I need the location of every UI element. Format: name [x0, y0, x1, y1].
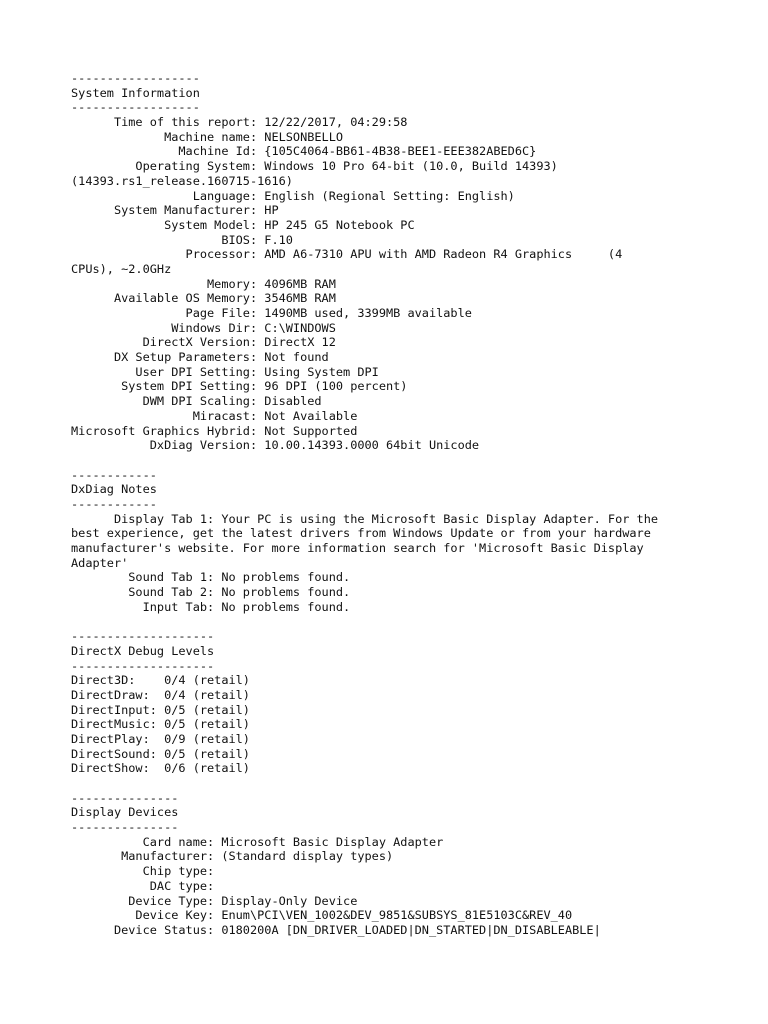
report-line: Language: English (Regional Setting: English) [71, 188, 515, 203]
report-line: DxDiag Version: 10.00.14393.0000 64bit Unicode [71, 438, 480, 453]
report-line: Processor: AMD A6-7310 APU with AMD Radeon R4 Graphics (4 [71, 247, 623, 262]
section-display-devices [71, 791, 761, 938]
report-line: Windows Dir: C:\WINDOWS [71, 320, 336, 335]
report-line: Microsoft Graphics Hybrid: Not Supported [71, 423, 358, 438]
blank-line [71, 776, 761, 791]
section-rule: ------------------ [71, 100, 200, 115]
report-line: System Model: HP 245 G5 Notebook PC [71, 217, 415, 232]
report-line: Card name: Microsoft Basic Display Adapter [71, 834, 444, 849]
report-line: manufacturer's website. For more information search for 'Microsoft Basic Display [71, 541, 644, 555]
report-line: Available OS Memory: 3546MB RAM [71, 291, 336, 306]
report-line: Memory: 4096MB RAM [71, 276, 336, 291]
report-line: Adapter' [71, 555, 129, 570]
report-line: DirectDraw: 0/4 (retail) [71, 687, 250, 702]
report-line: (14393.rs1_release.160715-1616) [71, 173, 293, 188]
report-line: DirectPlay: 0/9 (retail) [71, 731, 250, 746]
section-system-information [71, 71, 761, 453]
report-line: best experience, get the latest drivers from Windows Update or from your hardware [71, 526, 651, 541]
report-line: Time of this report: 12/22/2017, 04:29:58 [71, 115, 408, 130]
dxdiag-report [71, 71, 761, 938]
report-line: Direct3D: 0/4 (retail) [71, 673, 250, 688]
section-title: DirectX Debug Levels [71, 643, 215, 658]
section-directx-debug-levels [71, 629, 761, 776]
section-rule: --------------- [71, 820, 179, 835]
report-line: System DPI Setting: 96 DPI (100 percent) [71, 379, 408, 394]
report-line: Device Type: Display-Only Device [71, 893, 358, 908]
report-line: Device Status: 0180200A [DN_DRIVER_LOADED|DN_STARTED|DN_DISABLEABLE| [71, 922, 601, 937]
report-line: DAC type: [71, 878, 222, 893]
section-title: DxDiag Notes [71, 482, 157, 497]
report-line: User DPI Setting: Using System DPI [71, 364, 379, 379]
section-rule: ------------ [71, 496, 157, 511]
report-line: Machine Id: {105C4064-BB61-4B38-BEE1-EEE382ABED6C} [71, 144, 537, 159]
report-line: CPUs), ~2.0GHz [71, 261, 172, 276]
section-rule: ------------ [71, 467, 157, 482]
report-line: DirectInput: 0/5 (retail) [71, 702, 250, 717]
section-dxdiag-notes [71, 468, 761, 615]
report-line: Device Key: Enum\PCI\VEN_1002&DEV_9851&SUBSYS_81E5103C&REV_40 [71, 908, 573, 923]
report-line: DirectSound: 0/5 (retail) [71, 746, 250, 761]
section-rule: -------------------- [71, 658, 215, 673]
report-line: Operating System: Windows 10 Pro 64-bit (10.0, Build 14393) [71, 159, 558, 174]
report-line: Miracast: Not Available [71, 408, 358, 423]
report-line: DX Setup Parameters: Not found [71, 350, 329, 365]
section-rule: --------------- [71, 790, 179, 805]
report-line: Input Tab: No problems found. [71, 599, 351, 614]
report-line: Manufacturer: (Standard display types) [71, 849, 394, 864]
report-line: Chip type: [71, 864, 222, 879]
report-line: Sound Tab 1: No problems found. [71, 570, 351, 585]
report-line: DirectX Version: DirectX 12 [71, 335, 336, 350]
report-line: BIOS: F.10 [71, 232, 293, 247]
blank-line [71, 614, 761, 629]
report-line: DWM DPI Scaling: Disabled [71, 394, 322, 409]
section-title: System Information [71, 85, 200, 100]
report-line: Display Tab 1: Your PC is using the Microsoft Basic Display Adapter. For the [71, 511, 659, 526]
report-line: System Manufacturer: HP [71, 203, 279, 218]
blank-line [71, 453, 761, 468]
report-line: DirectMusic: 0/5 (retail) [71, 717, 250, 732]
report-line: Page File: 1490MB used, 3399MB available [71, 306, 472, 320]
section-rule: -------------------- [71, 629, 215, 644]
report-line: Sound Tab 2: No problems found. [71, 585, 351, 600]
report-line: DirectShow: 0/6 (retail) [71, 761, 250, 776]
report-line: Machine name: NELSONBELLO [71, 129, 344, 144]
section-rule: ------------------ [71, 71, 200, 85]
section-title: Display Devices [71, 805, 179, 820]
